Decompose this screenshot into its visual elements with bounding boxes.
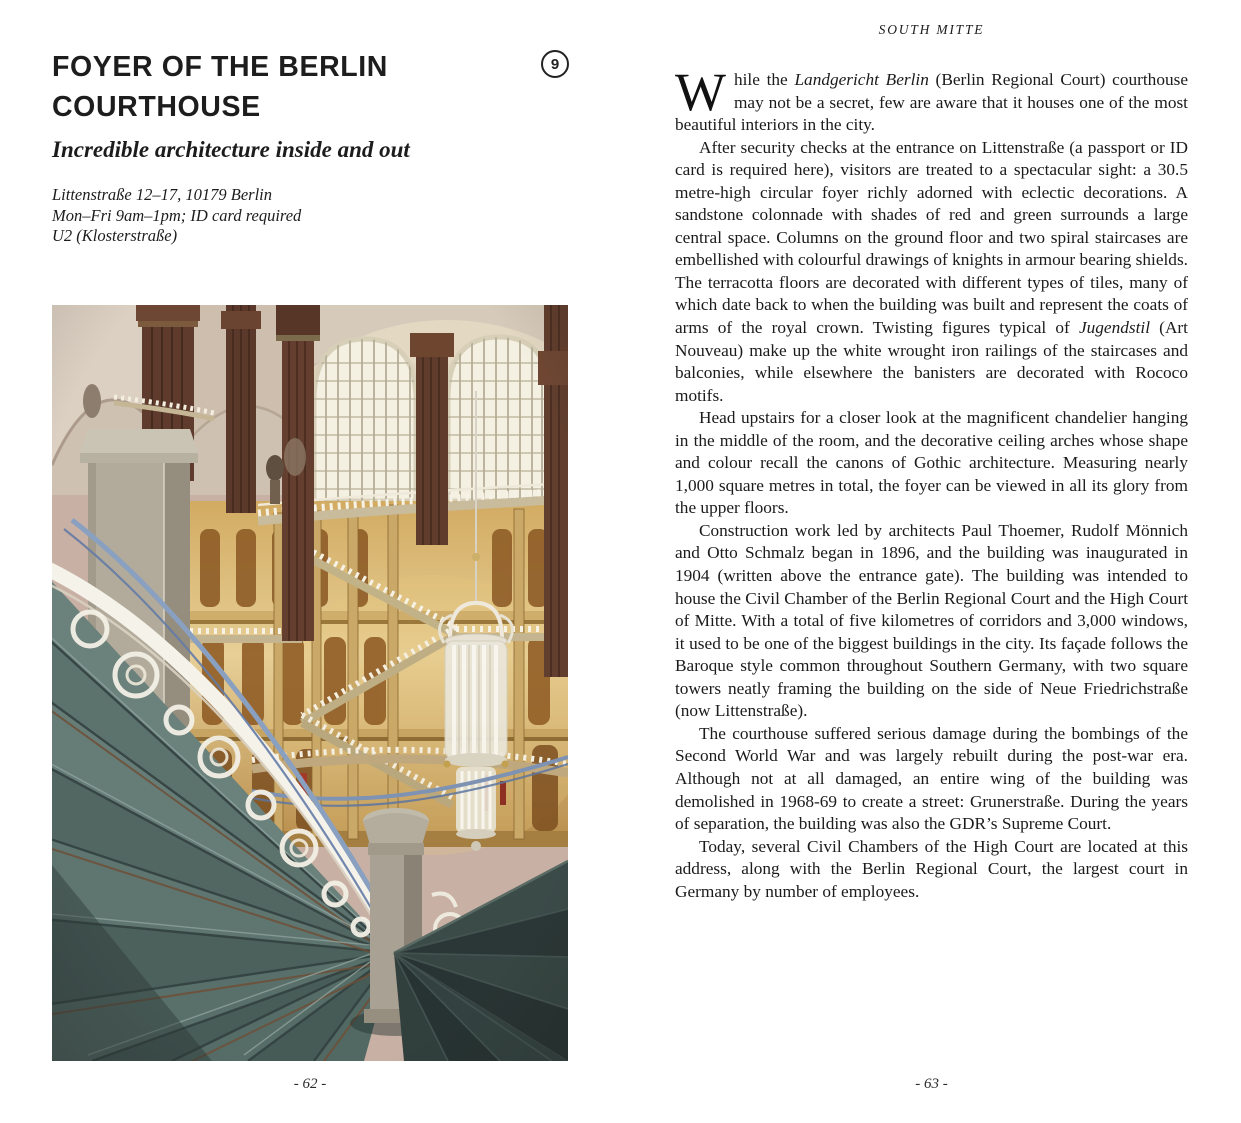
article-subtitle: Incredible architecture inside and out [52, 137, 410, 162]
article-title: FOYER OF THE BERLIN COURTHOUSE [52, 51, 388, 123]
body-paragraph: Head upstairs for a closer look at the magnificent chandelier hanging in the middle of the room, and the decorative ceiling arches whose shape and colour recall the canons of Gothic architecture. Measuring nearly 1,000 square metres in total, the foyer can be viewed in all its glory from the upper floors. [675, 408, 1188, 518]
page-number-left: - 62 - [293, 1076, 327, 1092]
body-paragraph: Construction work led by architects Paul Thoemer, Rudolf Mönnich and Otto Schmalz began in 1896, and the building was inaugurated in 1904 (written above the entrance gate). The building was intended to house the Civil Chamber of the Berlin Regional Court and the High Court of Mitte. With a total of five kilometres of corridors and 3,000 windows, it used to be one of the biggest buildings in the city. Its façade follows the Baroque style common throughout Southern Germany, with two square towers neatly framing the building on the side of Neue Friedrichstraße (now Littenstraße). [675, 520, 1188, 721]
courthouse-foyer-photo [52, 305, 568, 1061]
info-line: Littenstraße 12–17, 10179 Berlin [52, 185, 272, 204]
drop-cap: W [675, 62, 726, 122]
entry-number: 9 [550, 55, 560, 73]
page-number-right: - 63 - [915, 1076, 948, 1092]
running-header: SOUTH MITTE [878, 22, 985, 37]
body-paragraph: While the Landgericht Berlin (Berlin Regional Court) courthouse may not be a secret, few are aware that it houses one of the most beautiful interiors in the city. [675, 62, 1188, 135]
body-paragraph: After security checks at the entrance on Littenstraße (a passport or ID card is required here), visitors are treated to a spectacular sight: a 30.5 metre-high circular foyer richly adorned with eclectic decorations. A sandstone colonnade with shades of red and green surrounds a large central space. Columns on the ground floor and two spiral staircases are embellished with colourful drawings of knights in armour bearing shields. The terracotta floors are decorated with different types of tiles, many of which date back to when the building was built and represent the coats of arms of the royal crown. Twisting figures typical of Jugendstil (Art Nouveau) make up the white wrought iron railings of the staircases and balconies, while elsewhere the banisters are decorated with Rococo motifs. [675, 137, 1188, 405]
body-paragraph: Today, several Civil Chambers of the High Court are located at this address, along with the Berlin Regional Court, the largest court in Germany by number of employees. [675, 836, 1188, 901]
page-right [675, 0, 1188, 1123]
article-body [675, 62, 1188, 903]
visit-info [52, 185, 301, 247]
page-left [52, 0, 568, 1123]
entry-number-badge [541, 50, 569, 78]
body-paragraph: The courthouse suffered serious damage during the bombings of the Second World War and was largely rebuilt during the post-war era. Although not at all damaged, an entire wing of the building was demolished in 1968-69 to create a street: Grunerstraße. During the years of separation, the building was also the GDR’s Supreme Court. [675, 723, 1188, 834]
foyer-photo-illustration [52, 305, 568, 1061]
info-line: U2 (Klosterstraße) [52, 226, 178, 245]
info-line: Mon–Fri 9am–1pm; ID card required [52, 205, 302, 225]
